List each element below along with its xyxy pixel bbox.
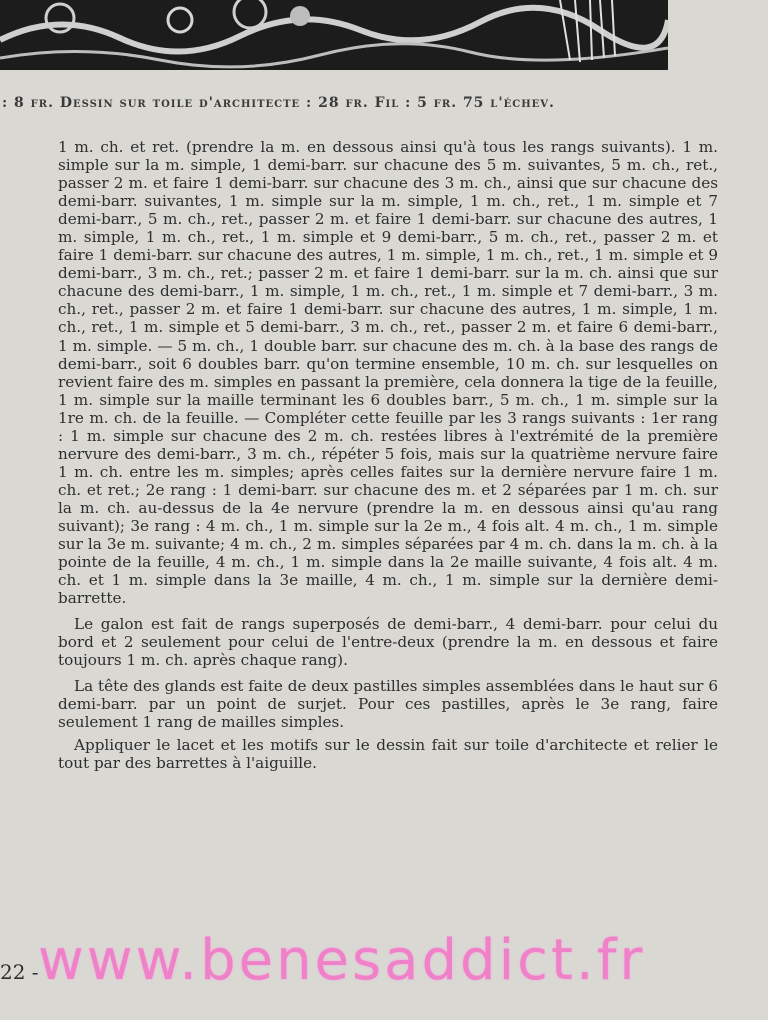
paragraph-appliquer: Appliquer le lacet et les motifs sur le dessin fait sur toile d'architecte et relier le tout par des barrettes à l'aiguille. [58, 735, 718, 772]
lace-illustration [0, 0, 668, 70]
page-number: 22 - [0, 960, 39, 984]
watermark: www.benesaddict.fr [38, 928, 646, 993]
paragraph-glands: La tête des glands est faite de deux pastilles simples assemblées dans le haut sur 6 demi-barr. par un point de surjet. Pour ces pastilles, après le 3e rang, faire seulement 1 rang de mailles simples. [58, 677, 718, 732]
lace-photo [0, 0, 668, 70]
price-caption: : 8 fr. Dessin sur toile d'architecte : 28 fr. Fil : 5 fr. 75 l'échev. [2, 95, 555, 111]
paragraph-pattern: 1 m. ch. et ret. (prendre la m. en dessous ainsi qu'à tous les rangs suivants). 1 m. simple sur la m. simple, 1 demi-barr. sur chacune des 5 m. suivantes, 5 m. ch., ret., passer 2 m. et faire 1 demi-barr. sur chacune des 3 m. ch., ainsi que sur chacune des demi-barr. suivantes, 1 m. simple sur la m. simple, 1 m. ch., ret., 1 m. simple et 7 demi-barr., 5 m. ch., ret., passer 2 m. et faire 1 demi-barr. sur chacune des autres, 1 m. simple, 1 m. ch., ret., 1 m. simple et 9 demi-barr., 5 m. ch., ret., passer 2 m. et faire 1 demi-barr. sur chacune des autres, 1 m. simple, 1 m. ch., ret., 1 m. simple et 9 demi-barr., 3 m. ch., ret.; passer 2 m. et faire 1 demi-barr. sur la m. ch. ainsi que sur chacune des demi-barr., 1 m. simple, 1 m. ch., ret., 1 m. simple et 7 demi-barr., 3 m. ch., ret., passer 2 m. et faire 1 demi-barr. sur chacune des autres, 1 m. simple, 1 m. ch., ret., 1 m. simple et 5 demi-barr., 3 m. ch., ret., passer 2 m. et faire 6 demi-barr., 1 m. simple. — 5 m. ch., 1 double barr. sur chacune des m. ch. à la base des rangs de demi-barr., soit 6 doubles barr. qu'on termine ensemble, 10 m. ch. sur lesquelles on revient faire des m. simples en passant la première, cela donnera la tige de la feuille, 1 m. simple sur la maille terminant les 6 doubles barr., 5 m. ch., 1 m. simple sur la 1re m. ch. de la feuille. — Compléter cette feuille par les 3 rangs suivants : 1er rang : 1 m. simple sur chacune des 2 m. ch. restées libres à l'extrémité de la première nervure des demi-barr., 3 m. ch., répéter 5 fois, mais sur la quatrième nervure faire 1 m. ch. entre les m. simples; après celles faites sur la dernière nervure faire 1 m. ch. et ret.; 2e rang : 1 demi-barr. sur chacune des m. et 2 séparées par 1 m. ch. sur la m. ch. au-dessus de la 4e nervure (prendre la m. en dessous ainsi qu'au rang suivant); 3e rang : 4 m. ch., 1 m. simple sur la 2e m., 4 fois alt. 4 m. ch., 1 m. simple sur la 3e m. suivante; 4 m. ch., 2 m. simples séparées par 4 m. ch. dans la m. ch. à la pointe de la feuille, 4 m. ch., 1 m. simple dans la 2e maille suivante, 4 fois alt. 4 m. ch. et 1 m. simple dans la 3e maille, 4 m. ch., 1 m. simple sur la dernière demi-barrette. [58, 138, 718, 608]
instructions-text [58, 138, 718, 772]
paragraph-galon: Le galon est fait de rangs superposés de demi-barr., 4 demi-barr. pour celui du bord et 2 seulement pour celui de l'entre-deux (prendre la m. en dessous et faire toujours 1 m. ch. après chaque rang). [58, 615, 718, 670]
